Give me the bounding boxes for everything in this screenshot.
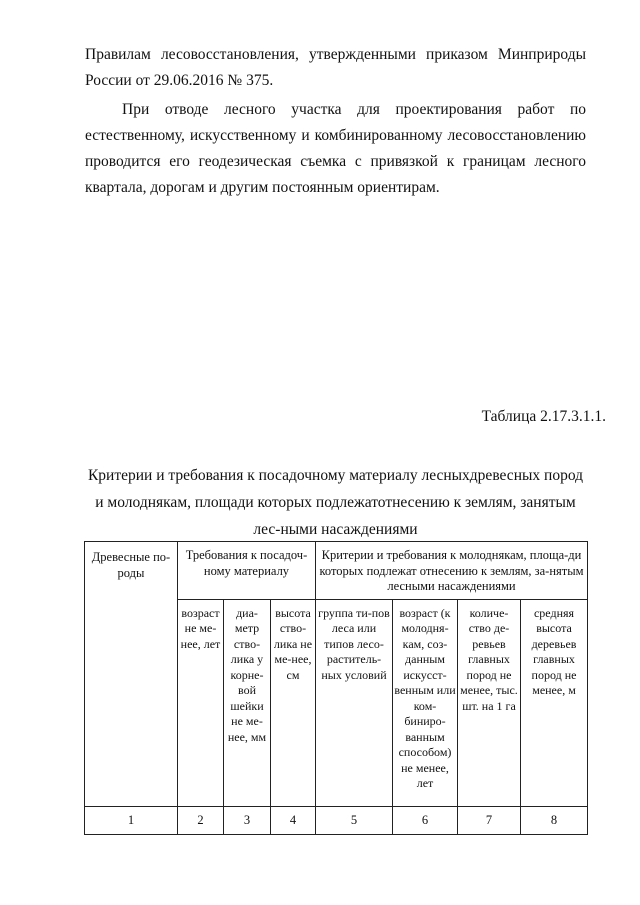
column-number: 1 <box>85 806 178 835</box>
paragraph-intro: Правилам лесовосстановления, утвержденными приказом Минприроды России от 29.06.2016 № 375. <box>85 46 586 89</box>
requirements-table <box>84 541 588 835</box>
column-number: 3 <box>224 806 271 835</box>
header-species: Древесные по-роды <box>85 542 178 807</box>
header-height: высота ство-лика не ме-нее, см <box>271 599 316 806</box>
column-number: 2 <box>178 806 224 835</box>
header-young-age: возраст (к молодня-кам, соз-данным искусст-венным или ком-биниро-ванным способом) не менее, лет <box>393 599 458 806</box>
header-diameter: диа-метр ство-лика у корне-вой шейки не ме-нее, мм <box>224 599 271 806</box>
table-number-row <box>85 806 588 835</box>
column-number: 4 <box>271 806 316 835</box>
table-header-row-top <box>85 542 588 600</box>
column-number: 6 <box>393 806 458 835</box>
paragraph-survey: При отводе лесного участка для проектирования работ по естественному, искусственному и комбинированному лесовосстановлению проводится его геодезическая съемка с привязкой к границам лесного квартала, дорогам и другим постоянным ориентирам. <box>85 101 586 196</box>
header-young-stands: Критерии и требования к молоднякам, площа-ди которых подлежат отнесению к землям, за-нятым лесными насаждениями <box>316 542 588 600</box>
table-caption: Таблица 2.17.3.1.1. <box>481 408 606 425</box>
column-number: 8 <box>521 806 588 835</box>
header-tree-count: количе-ство де-ревьев главных пород не менее, тыс. шт. на 1 га <box>458 599 521 806</box>
header-forest-type-group: группа ти-пов леса или типов лесо-раститель-ных условий <box>316 599 393 806</box>
header-age: возраст не ме-нее, лет <box>178 599 224 806</box>
header-average-height: средняя высота деревьев главных пород не менее, м <box>521 599 588 806</box>
column-number: 5 <box>316 806 393 835</box>
table-title: Критерии и требования к посадочному материалу лесныхдревесных пород и молоднякам, площади которых подлежатотнесению к землям, занятым лес-ными насаждениями <box>87 467 584 538</box>
column-number: 7 <box>458 806 521 835</box>
header-planting-material: Требования к посадоч-ному материалу <box>178 542 316 600</box>
